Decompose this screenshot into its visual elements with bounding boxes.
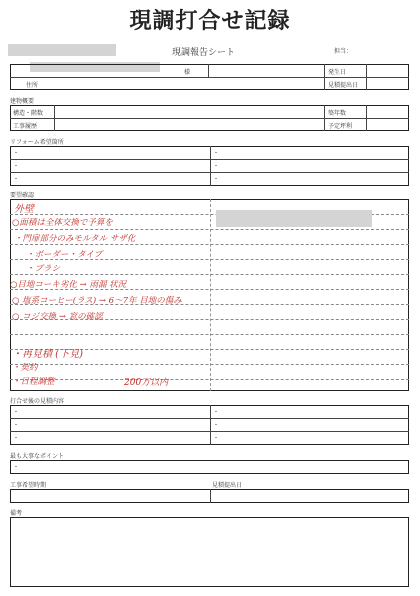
bullet: ・ xyxy=(13,422,20,429)
handwriting-line: ○面積は全体交換で予算を xyxy=(12,218,113,228)
uchiawase-label: 打合せ後の見積内容 xyxy=(10,398,65,405)
bullet: ・ xyxy=(13,163,20,170)
bullet: ・ xyxy=(13,150,20,157)
bullet: ・ xyxy=(213,409,220,416)
bullet: ・ xyxy=(13,409,20,416)
sama-label: 様 xyxy=(184,69,191,76)
yotei-label: 予定坪利 xyxy=(328,123,353,130)
kouji-rireki-label: 工事履歴 xyxy=(13,123,38,130)
page-title: 現調打合せ記録 xyxy=(129,9,291,34)
redacted-company xyxy=(8,44,116,56)
handwriting-line: 外壁 xyxy=(14,204,34,215)
chikunensu-label: 築年数 xyxy=(328,110,347,117)
tanto-label: 担当： xyxy=(334,48,353,55)
kadai-block xyxy=(10,460,409,474)
handwriting-line: ・契約 xyxy=(12,363,38,373)
handwriting-line: ・門扉部分のみモルタル サザ化 xyxy=(14,234,136,244)
handwriting-line: ・日程調整 xyxy=(12,377,55,387)
kouzou-label: 構造・階数 xyxy=(13,110,44,117)
tatemono-label: 建物概要 xyxy=(10,98,35,105)
handwriting-line: ○目地コーキ劣化 → 雨漏 状況 xyxy=(10,280,127,290)
handwriting-line: ○ コジ交換 → 窓の確認 xyxy=(12,312,103,322)
redacted-note xyxy=(216,210,372,227)
kadai-label: 最も大事なポイント xyxy=(10,453,65,460)
mitsumori-teishutsubi-label: 見積提出日 xyxy=(328,82,359,89)
handwriting-line: ・再見積 (下見) xyxy=(12,349,83,360)
bikou-label: 備考 xyxy=(10,510,23,517)
report-sheet xyxy=(8,38,412,590)
sheet-title: 現調報告シート xyxy=(172,48,236,58)
handwriting-line: 200万以内 xyxy=(124,378,169,388)
hasseibi-label: 発生日 xyxy=(328,69,347,76)
bullet: ・ xyxy=(213,435,220,442)
mitsumori-teishutsu-label: 見積提出日 xyxy=(212,482,243,489)
handwriting-line: ○ 塩系コーヒー(ラス) → 6～7年 目地の傷み xyxy=(12,296,182,306)
reform-kibou-label: リフォーム希望箇所 xyxy=(10,139,64,146)
youbou-label: 要望確認 xyxy=(10,192,35,199)
bikou-block xyxy=(10,517,409,587)
bullet: ・ xyxy=(13,176,20,183)
handwriting-line: ・ブラシ xyxy=(26,264,61,274)
bullet: ・ xyxy=(213,176,220,183)
bullet: ・ xyxy=(213,150,220,157)
kibou-jiki-label: 工事希望時期 xyxy=(10,482,47,489)
bullet: ・ xyxy=(213,163,220,170)
bullet: ・ xyxy=(213,422,220,429)
bullet: ・ xyxy=(13,435,20,442)
handwriting-line: ・ボーダー・タイプ xyxy=(26,250,103,260)
bullet: ・ xyxy=(13,464,20,471)
jusho-label: 住所 xyxy=(26,82,39,89)
